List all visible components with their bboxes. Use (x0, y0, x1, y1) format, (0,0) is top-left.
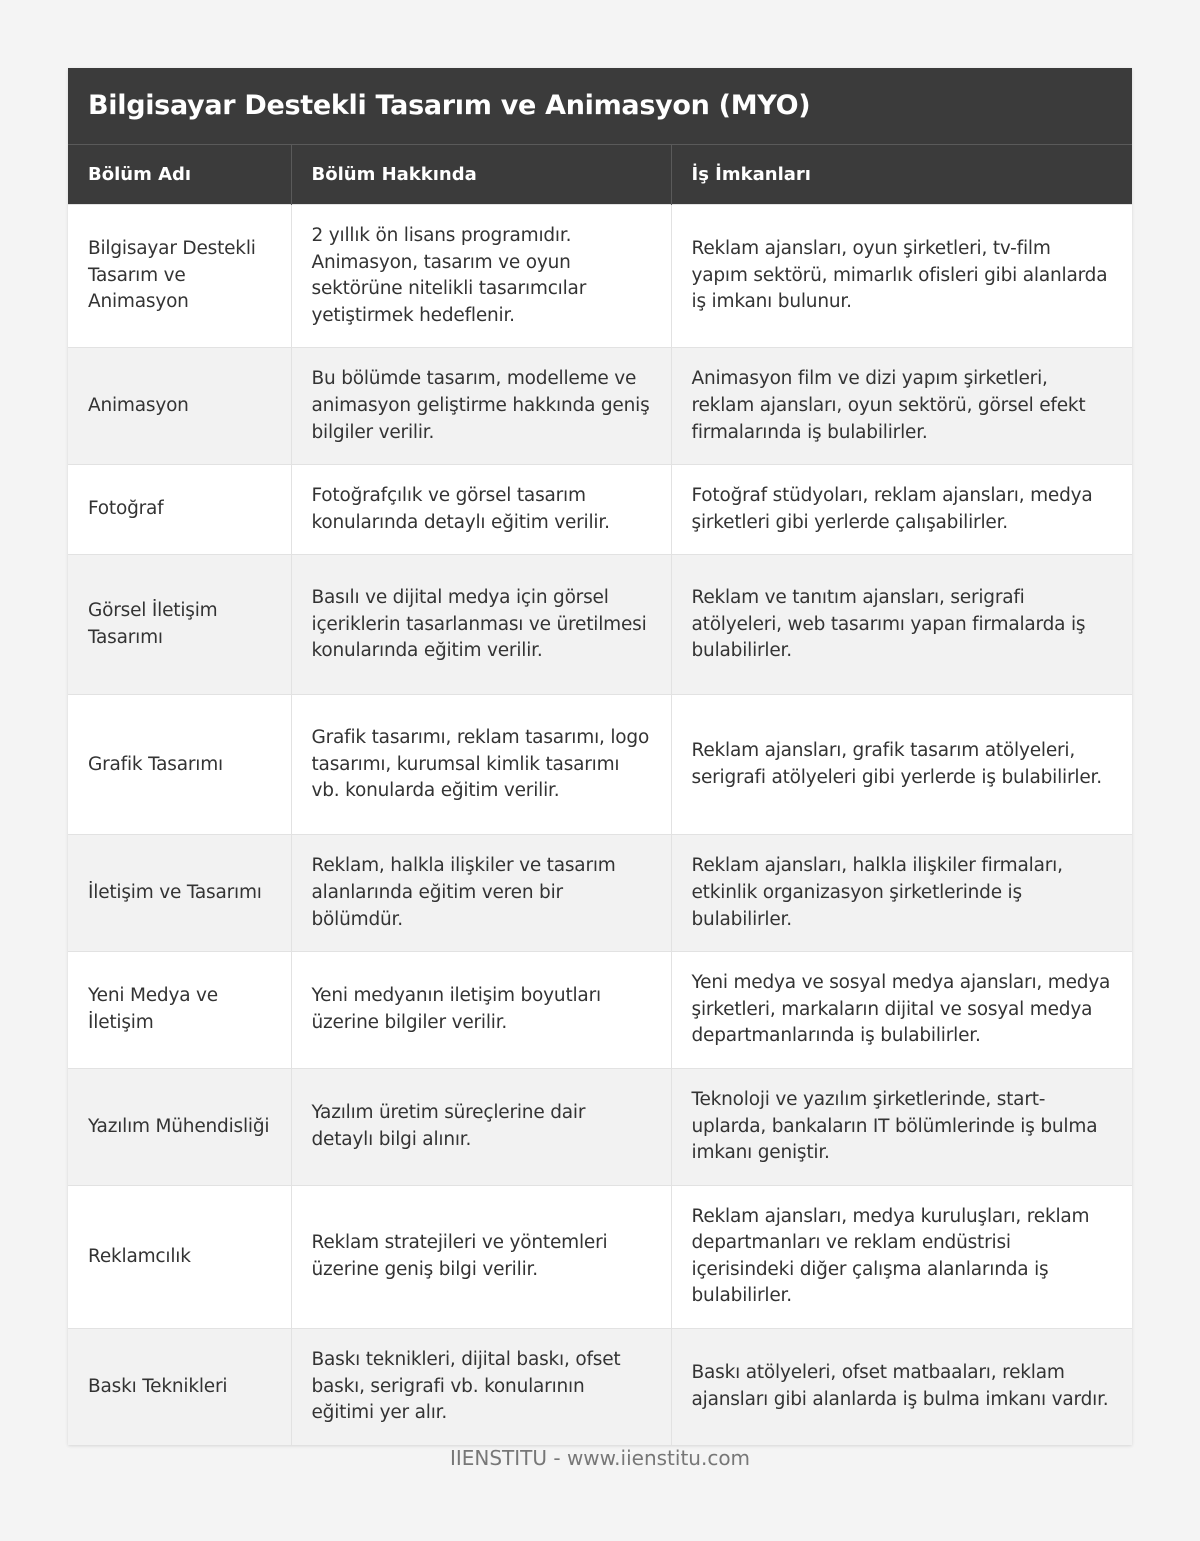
table-row (68, 695, 1132, 835)
department-jobs-cell: Reklam ajansları, halkla ilişkiler firmaları, etkinlik organizasyon şirketlerinde iş bulabilirler. (671, 835, 1132, 952)
department-about-cell: Bu bölümde tasarım, modelleme ve animasyon geliştirme hakkında geniş bilgiler verilir. (291, 348, 671, 465)
column-header-about: Bölüm Hakkında (291, 145, 671, 205)
department-jobs-cell: Fotoğraf stüdyoları, reklam ajansları, medya şirketleri gibi yerlerde çalışabilirler. (671, 465, 1132, 555)
department-jobs-cell: Reklam ajansları, oyun şirketleri, tv-film yapım sektörü, mimarlık ofisleri gibi alanlarda iş imkanı bulunur. (671, 205, 1132, 348)
table-header-row (68, 145, 1132, 205)
department-about-cell: Reklam, halkla ilişkiler ve tasarım alanlarında eğitim veren bir bölümdür. (291, 835, 671, 952)
department-jobs-cell: Reklam ajansları, medya kuruluşları, reklam departmanları ve reklam endüstrisi içerisindeki diğer çalışma alanlarında iş bulabilirler. (671, 1185, 1132, 1328)
department-name-cell: Bilgisayar Destekli Tasarım ve Animasyon (68, 205, 291, 348)
table-row (68, 1068, 1132, 1185)
department-name-cell: İletişim ve Tasarımı (68, 835, 291, 952)
department-jobs-cell: Teknoloji ve yazılım şirketlerinde, start-uplarda, bankaların IT bölümlerinde iş bulma imkanı geniştir. (671, 1068, 1132, 1185)
departments-table (68, 144, 1132, 1445)
department-jobs-cell: Animasyon film ve dizi yapım şirketleri, reklam ajansları, oyun sektörü, görsel efekt firmalarında iş bulabilirler. (671, 348, 1132, 465)
department-about-cell: Baskı teknikleri, dijital baskı, ofset baskı, serigrafi vb. konularının eğitimi yer alır. (291, 1329, 671, 1445)
department-name-cell: Animasyon (68, 348, 291, 465)
department-name-cell: Grafik Tasarımı (68, 695, 291, 835)
department-about-cell: Reklam stratejileri ve yöntemleri üzerine geniş bilgi verilir. (291, 1185, 671, 1328)
department-about-cell: Basılı ve dijital medya için görsel içeriklerin tasarlanması ve üretilmesi konularında eğitim verilir. (291, 555, 671, 695)
table-row (68, 465, 1132, 555)
department-name-cell: Yazılım Mühendisliği (68, 1068, 291, 1185)
table-row (68, 1185, 1132, 1328)
department-about-cell: Fotoğrafçılık ve görsel tasarım konularında detaylı eğitim verilir. (291, 465, 671, 555)
department-about-cell: Yazılım üretim süreçlerine dair detaylı bilgi alınır. (291, 1068, 671, 1185)
department-about-cell: Yeni medyanın iletişim boyutları üzerine bilgiler verilir. (291, 952, 671, 1069)
column-header-department-name: Bölüm Adı (68, 145, 291, 205)
footer-credit: IIENSTITU - www.iienstitu.com (449, 1446, 751, 1470)
table-row (68, 205, 1132, 348)
department-jobs-cell: Baskı atölyeleri, ofset matbaaları, reklam ajansları gibi alanlarda iş bulma imkanı vardır. (671, 1329, 1132, 1445)
department-name-cell: Yeni Medya ve İletişim (68, 952, 291, 1069)
department-jobs-cell: Reklam ve tanıtım ajansları, serigrafi atölyeleri, web tasarımı yapan firmalarda iş bulabilirler. (671, 555, 1132, 695)
program-card (68, 68, 1132, 1445)
department-name-cell: Baskı Teknikleri (68, 1329, 291, 1445)
department-jobs-cell: Yeni medya ve sosyal medya ajansları, medya şirketleri, markaların dijital ve sosyal medya departmanlarında iş bulabilirler. (671, 952, 1132, 1069)
table-row (68, 835, 1132, 952)
department-jobs-cell: Reklam ajansları, grafik tasarım atölyeleri, serigrafi atölyeleri gibi yerlerde iş bulabilirler. (671, 695, 1132, 835)
column-header-job-opportunities: İş İmkanları (671, 145, 1132, 205)
table-row (68, 348, 1132, 465)
department-about-cell: 2 yıllık ön lisans programıdır. Animasyon, tasarım ve oyun sektörüne nitelikli tasarımcılar yetiştirmek hedeflenir. (291, 205, 671, 348)
table-row (68, 1329, 1132, 1445)
table-row (68, 555, 1132, 695)
table-row (68, 952, 1132, 1069)
department-name-cell: Fotoğraf (68, 465, 291, 555)
department-about-cell: Grafik tasarımı, reklam tasarımı, logo tasarımı, kurumsal kimlik tasarımı vb. konularda eğitim verilir. (291, 695, 671, 835)
page-title: Bilgisayar Destekli Tasarım ve Animasyon (MYO) (68, 68, 1132, 144)
department-name-cell: Görsel İletişim Tasarımı (68, 555, 291, 695)
department-name-cell: Reklamcılık (68, 1185, 291, 1328)
